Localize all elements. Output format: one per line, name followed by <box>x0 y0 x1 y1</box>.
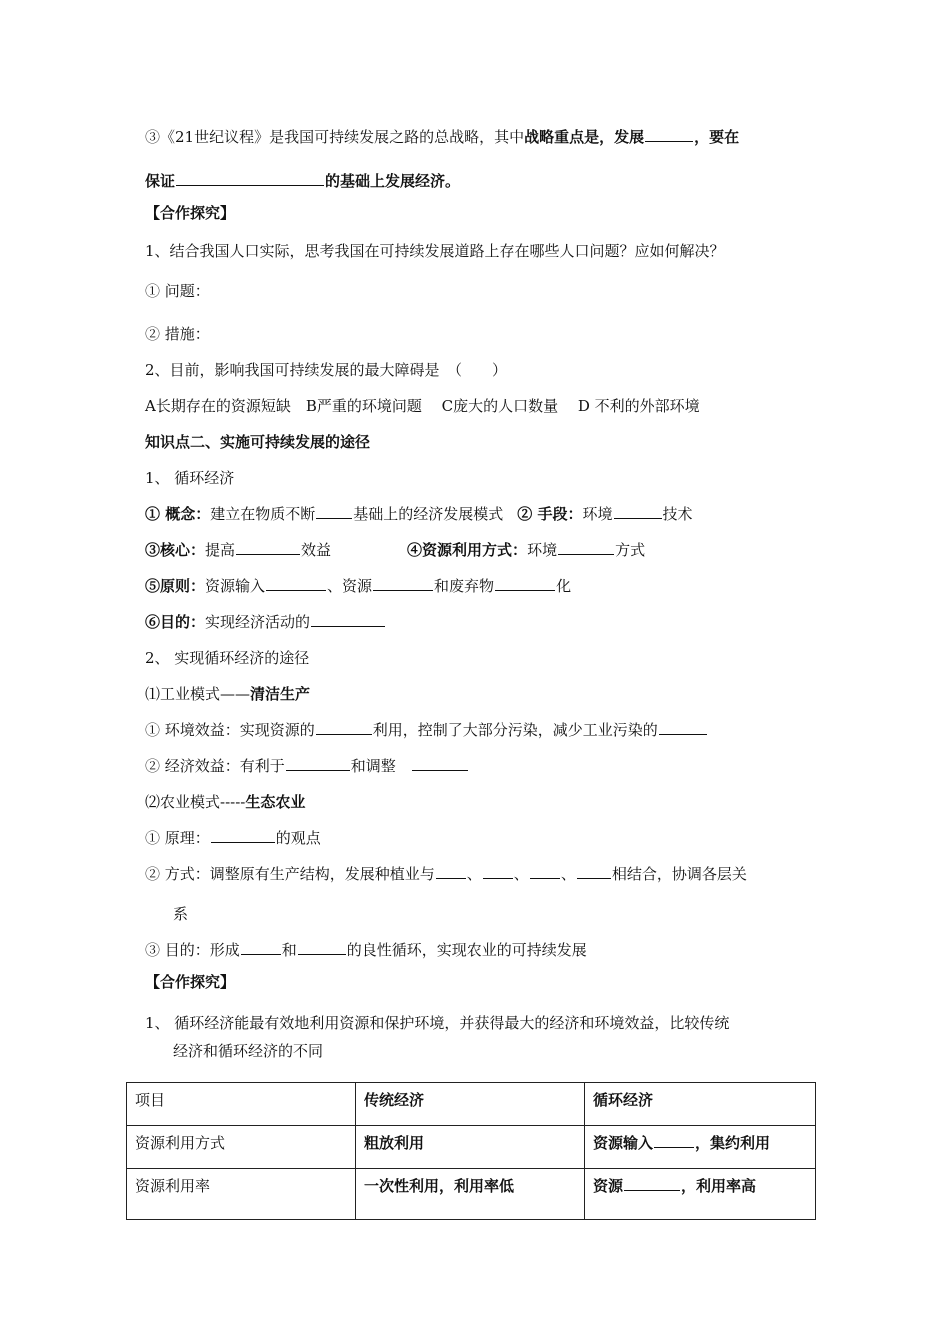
agricultural-principle-text-a: ① 原理： <box>145 829 210 847</box>
row-2-circular-a: 资源 <box>593 1177 624 1195</box>
principle-row <box>145 575 571 597</box>
item-3-prefix: ③《21世纪议程》是我国可持续发展之路的总战略，其中 <box>145 128 525 146</box>
item-3-bold-2: ，要在 <box>694 128 740 146</box>
question-1-problem: ① 问题： <box>145 282 210 300</box>
means-text-a: 环境 <box>582 505 613 523</box>
blank-industrial-env-2[interactable] <box>659 719 707 735</box>
blank-resource-use[interactable] <box>558 539 614 555</box>
agricultural-purpose-text-a: ③ 目的：形成 <box>145 941 240 959</box>
core-row <box>145 539 645 561</box>
agricultural-purpose <box>145 939 587 961</box>
agricultural-principle-text-b: 的观点 <box>275 829 321 847</box>
item-3-line-2-b: 的基础上发展经济。 <box>325 172 461 190</box>
row-1-circular <box>585 1126 816 1169</box>
blank-agricultural-purpose-1[interactable] <box>241 939 281 955</box>
industrial-econ-text-b: 和调整 <box>350 757 411 775</box>
agricultural-mode-label: ⑵农业模式----- <box>145 793 246 811</box>
concept-text-a: 建立在物质不断 <box>210 505 316 523</box>
principle-text-b: 、资源 <box>327 577 373 595</box>
blank-agricultural-principle[interactable] <box>211 827 275 843</box>
principle-label: ⑤原则： <box>145 577 206 595</box>
blank-industrial-econ-2[interactable] <box>412 755 468 771</box>
blank-concept[interactable] <box>316 503 352 519</box>
blank-agricultural-method-2[interactable] <box>483 863 513 879</box>
industrial-mode-label: ⑴工业模式—— <box>145 685 251 703</box>
question-1-measure: ② 措施： <box>145 325 210 343</box>
blank-principle-2[interactable] <box>373 575 433 591</box>
agricultural-method <box>145 863 747 885</box>
blank-development-focus[interactable] <box>645 126 693 142</box>
agricultural-purpose-text-c: 的良性循环，实现农业的可持续发展 <box>346 941 587 959</box>
industrial-econ-text-a: ② 经济效益：有利于 <box>145 757 285 775</box>
agricultural-purpose-text-b: 和 <box>281 941 297 959</box>
row-1-item: 资源利用方式 <box>127 1126 356 1169</box>
resource-use-text-a: 环境 <box>527 541 558 559</box>
comparison-table <box>126 1082 816 1220</box>
means-label: ② 手段： <box>517 505 583 523</box>
header-item: 项目 <box>127 1083 356 1126</box>
section-heading-cooperative-2: 【合作探究】 <box>145 973 236 991</box>
item-3-line-1 <box>145 126 739 148</box>
row-2-circular-b: ，利用率高 <box>681 1177 757 1195</box>
principle-text-a: 资源输入 <box>205 577 266 595</box>
blank-table-row-1[interactable] <box>654 1132 694 1148</box>
knowledge-point-2-title: 知识点二、实施可持续发展的途径 <box>145 433 371 451</box>
row-1-circular-a: 资源输入 <box>593 1134 654 1152</box>
blank-industrial-econ-1[interactable] <box>286 755 350 771</box>
agricultural-mode-name: 生态农业 <box>245 793 306 811</box>
row-1-circular-b: ，集约利用 <box>695 1134 771 1152</box>
header-traditional: 传统经济 <box>356 1083 585 1126</box>
comparison-question-line-1: 1、 循环经济能最有效地利用资源和保护环境，并获得最大的经济和环境效益，比较传统 <box>145 1014 730 1032</box>
table-header-row <box>127 1083 816 1126</box>
blank-guarantee[interactable] <box>176 170 324 186</box>
header-circular: 循环经济 <box>585 1083 816 1126</box>
purpose-text-a: 实现经济活动的 <box>205 613 311 631</box>
row-2-traditional: 一次性利用，利用率低 <box>356 1169 585 1220</box>
item-3-line-2 <box>145 170 460 192</box>
blank-agricultural-purpose-2[interactable] <box>298 939 346 955</box>
row-2-circular <box>585 1169 816 1220</box>
blank-core[interactable] <box>236 539 300 555</box>
blank-agricultural-method-1[interactable] <box>436 863 466 879</box>
blank-industrial-env-1[interactable] <box>316 719 372 735</box>
agricultural-method-continued: 系 <box>173 905 189 923</box>
principle-text-c: 和废弃物 <box>434 577 495 595</box>
blank-agricultural-method-3[interactable] <box>530 863 560 879</box>
row-2-item: 资源利用率 <box>127 1169 356 1220</box>
item-3-bold-1: 战略重点是，发展 <box>524 128 645 146</box>
resource-use-label: ④资源利用方式： <box>407 541 528 559</box>
question-2: 2、目前，影响我国可持续发展的最大障碍是 （ ） <box>145 361 508 379</box>
agricultural-method-text-a: ② 方式：调整原有生产结构，发展种植业与 <box>145 865 435 883</box>
blank-agricultural-method-4[interactable] <box>577 863 611 879</box>
blank-means[interactable] <box>614 503 662 519</box>
row-1-traditional: 粗放利用 <box>356 1126 585 1169</box>
purpose-label: ⑥目的： <box>145 613 206 631</box>
agricultural-principle <box>145 827 321 849</box>
comma-1: 、 <box>466 865 482 883</box>
purpose-row <box>145 611 386 633</box>
blank-principle-1[interactable] <box>266 575 326 591</box>
concept-row <box>145 503 693 525</box>
question-2-options: A长期存在的资源短缺 B严重的环境问题 C庞大的人口数量 D 不利的外部环境 <box>145 397 700 415</box>
means-text-b: 技术 <box>662 505 693 523</box>
subheading-circular-economy: 1、 循环经济 <box>145 469 235 487</box>
industrial-env-text-a: ① 环境效益：实现资源的 <box>145 721 315 739</box>
question-1: 1、结合我国人口实际，思考我国在可持续发展道路上存在哪些人口问题？应如何解决？ <box>145 242 725 260</box>
industrial-env-benefit <box>145 719 708 741</box>
table-row <box>127 1126 816 1169</box>
table-row <box>127 1169 816 1220</box>
item-3-line-2-a: 保证 <box>145 172 176 190</box>
industrial-mode <box>145 683 310 705</box>
concept-label: ① 概念： <box>145 505 211 523</box>
subheading-approach: 2、 实现循环经济的途径 <box>145 649 310 667</box>
comparison-question-line-2: 经济和循环经济的不同 <box>173 1042 324 1060</box>
industrial-env-text-b: 利用，控制了大部分污染，减少工业污染的 <box>372 721 658 739</box>
core-label: ③核心： <box>145 541 206 559</box>
core-text-b: 效益 <box>301 541 332 559</box>
blank-table-row-2[interactable] <box>624 1175 680 1191</box>
section-heading-cooperative-1: 【合作探究】 <box>145 204 236 222</box>
industrial-mode-name: 清洁生产 <box>250 685 311 703</box>
comma-3: 、 <box>560 865 576 883</box>
core-text-a: 提高 <box>205 541 236 559</box>
blank-principle-3[interactable] <box>495 575 555 591</box>
agricultural-method-text-e: 相结合，协调各层关 <box>611 865 747 883</box>
concept-text-b: 基础上的经济发展模式 <box>353 505 504 523</box>
blank-purpose[interactable] <box>311 611 385 627</box>
industrial-econ-benefit <box>145 755 469 777</box>
agricultural-mode <box>145 791 305 813</box>
resource-use-text-b: 方式 <box>615 541 646 559</box>
comma-2: 、 <box>513 865 529 883</box>
principle-text-d: 化 <box>556 577 572 595</box>
